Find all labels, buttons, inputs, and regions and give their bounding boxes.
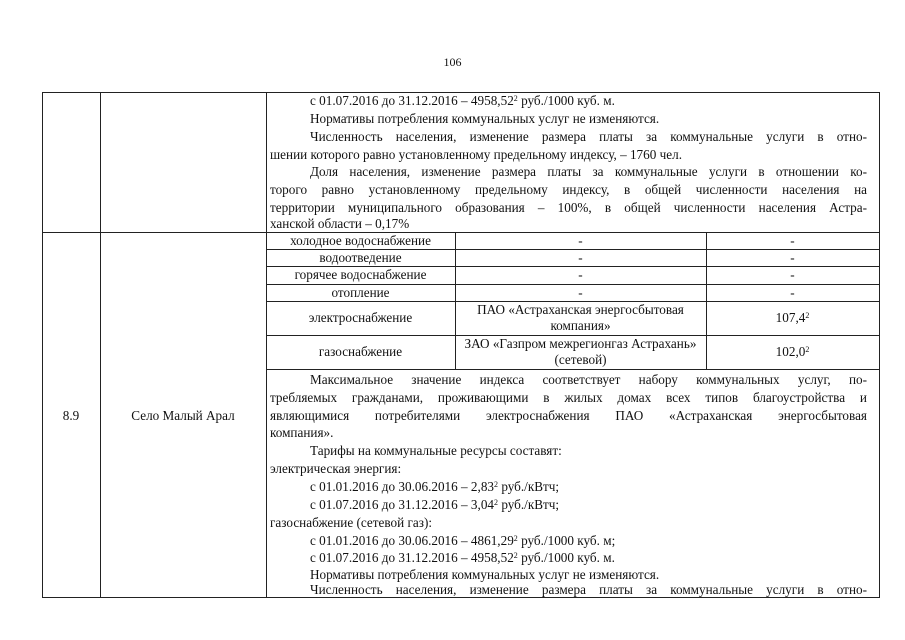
service-provider: ЗАО «Газпром межрегионгаз Астрахань» (сетевой) xyxy=(464,336,697,367)
service-name: отопление xyxy=(331,285,390,300)
tariffs-title: Тарифы на коммунальные ресурсы составят: xyxy=(310,443,562,458)
service-name: холодное водоснабжение xyxy=(290,233,431,248)
service-provider: - xyxy=(578,250,583,265)
tariff-line: с 01.01.2016 до 30.06.2016 – 4861,29$^2$ руб./1000 куб. м; xyxy=(310,533,616,548)
service-provider: - xyxy=(578,233,583,248)
service-index: - xyxy=(790,233,795,248)
lower-text-line: компания». xyxy=(270,425,334,440)
service-provider: - xyxy=(578,267,583,282)
electric-title: электрическая энергия: xyxy=(270,461,402,476)
lower-text-line: Численность населения, изменение размера платы за коммунальные услуги в отно- xyxy=(310,582,867,597)
upper-text-line: Численность населения, изменение размера платы за коммунальные услуги в отно- xyxy=(310,129,867,144)
upper-text-line: торого равно установленному предельному индексу, в общей численности населения на xyxy=(270,182,867,197)
service-provider: ПАО «Астраханская энергосбытовая компания» xyxy=(477,302,684,333)
service-name: газоснабжение xyxy=(318,344,403,359)
service-name: водоотведение xyxy=(319,250,402,265)
tariff-line: с 01.01.2016 до 30.06.2016 – 2,83$^2$ руб./кВтч; xyxy=(310,479,560,494)
upper-text-line: ханской области – 0,17% xyxy=(270,216,410,231)
upper-text-line: шении которого равно установленному предельному индексу, – 1760 чел. xyxy=(270,147,683,162)
lower-text-line: Максимальное значение индекса соответствует набору коммунальных услуг, по- xyxy=(310,372,867,387)
service-index: - xyxy=(790,250,795,265)
service-index: - xyxy=(790,267,795,282)
upper-text-line: Нормативы потребления коммунальных услуг не изменяются. xyxy=(310,111,660,126)
service-name: горячее водоснабжение xyxy=(294,267,427,282)
upper-text-line: с 01.07.2016 до 31.12.2016 – 4958,52$^2$ руб./1000 куб. м. xyxy=(310,93,615,108)
lower-text-line: являющимися потребителями электроснабжения ПАО «Астраханская энергосбытовая xyxy=(270,408,867,423)
page-number: 106 xyxy=(443,55,462,69)
norms-line: Нормативы потребления коммунальных услуг не изменяются. xyxy=(310,567,660,582)
service-index: 102,0$^2$ xyxy=(775,344,810,359)
upper-text-line: Доля населения, изменение размера платы за коммунальные услуги в отношении ко- xyxy=(310,164,867,179)
service-name: электроснабжение xyxy=(308,310,413,325)
service-index: 107,4$^2$ xyxy=(775,310,810,325)
tariff-line: с 01.07.2016 до 31.12.2016 – 3,04$^2$ руб./кВтч; xyxy=(310,497,560,512)
settlement-name: Село Малый Арал xyxy=(131,408,235,423)
tariff-line: с 01.07.2016 до 31.12.2016 – 4958,52$^2$ руб./1000 куб. м. xyxy=(310,550,615,565)
upper-text-line: территории муниципального образования – 100%, в общей численности населения Астра- xyxy=(270,200,867,215)
gas-title: газоснабжение (сетевой газ): xyxy=(270,515,433,530)
row-number: 8.9 xyxy=(62,408,80,423)
lower-text-line: требляемых гражданами, проживающими в жилых домах всех типов благоустройства и xyxy=(270,390,867,405)
document-table xyxy=(42,92,880,598)
service-provider: - xyxy=(578,285,583,300)
service-index: - xyxy=(790,285,795,300)
